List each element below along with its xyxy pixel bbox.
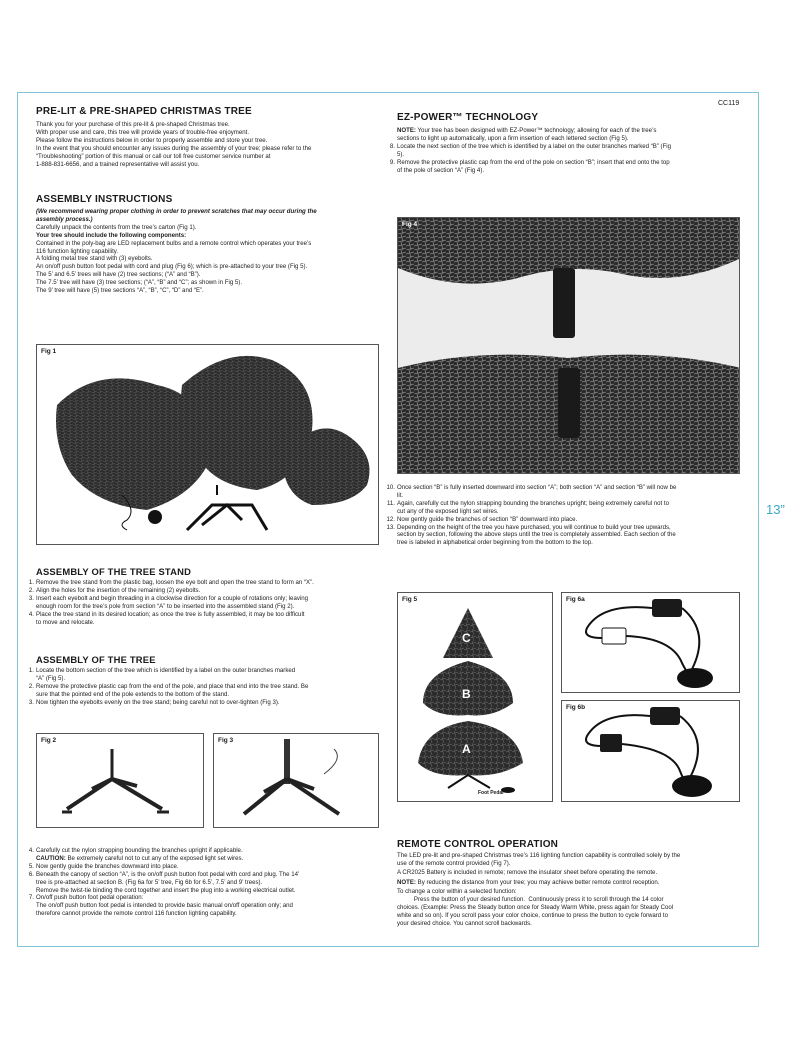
step-line: On/off push button foot pedal operation: — [36, 894, 144, 902]
step-number: 9. — [389, 158, 395, 166]
remote-title: REMOTE CONTROL OPERATION — [397, 839, 559, 850]
ezpower-step — [389, 158, 742, 175]
pole-insertion-photo — [398, 218, 740, 474]
caution-text: Be extremely careful not to cut any of the exposed light set wires. — [65, 854, 244, 862]
step-line: Depending on the height of the tree you have purchased, you will continue to build your tree upwards, — [397, 523, 671, 531]
ezpower-step — [389, 142, 742, 159]
unpack-line: Carefully unpack the contents from the tree’s carton (Fig 1). — [36, 223, 197, 231]
tree-step — [28, 682, 376, 699]
step-line: Once section “B” is fully inserted downward into section “A”; both section “A” and section “B” will now be — [397, 484, 677, 491]
step-number: 3. — [28, 698, 34, 706]
press-line: your desired choice. You cannot scroll backwards. — [397, 919, 532, 927]
component-line: The 9’ tree will have (5) tree sections “A”, “B”, “C”, “D” and “E”. — [36, 287, 204, 295]
assembly-text — [36, 208, 376, 295]
foot-pedal-tall-tree-illustration — [562, 701, 740, 802]
step-line: Locate the next section of the tree which is identified by a label on the outer branches marked “B” (Fig — [397, 142, 672, 150]
step-line: The on/off push button foot pedal is intended to provide basic manual on/off operation only; and — [36, 902, 293, 910]
battery-line: A CR2025 Battery is included in remote; remove the insulator sheet before operating the remote. — [397, 869, 658, 877]
continue-steps — [386, 484, 742, 547]
assembly-note: (We recommend wearing proper clothing in order to prevent scratches that may occur during the — [36, 208, 317, 215]
step-line: Remove the protective plastic cap from the end of the pole on section “B”; insert that end onto the top — [397, 158, 670, 166]
remote-note — [397, 879, 742, 887]
step-line: Remove the twist-tie binding the cord together and insert the plug into a working electrical outlet. — [36, 886, 296, 894]
note-text: Your tree has been designed with EZ-Power™ technology; allowing for each of the tree’s — [415, 127, 657, 134]
intro-line: In the event that you should encounter any issues during the assembly of your tree; please refer to the — [36, 144, 312, 152]
note-line: sections to light up automatically, upon a firm insertion of each lettered section (Fig 5). — [397, 134, 629, 142]
step-line: Place the tree stand in its desired location; as once the tree is fully assembled, it may be too difficult — [36, 610, 305, 618]
note-label: NOTE: — [397, 878, 416, 886]
figure-1 — [36, 344, 379, 545]
change-color-line: To change a color within a selected function: — [397, 888, 517, 896]
step-line: Now gently guide the branches downward into place. — [36, 862, 179, 870]
step-line: of the pole of section “A” (Fig 4). — [397, 166, 485, 174]
step-line: Now tighten the eyebolts evenly on the tree stand; being careful not to over-tighten (Fig 3). — [36, 698, 280, 706]
components-heading: Your tree should include the following components: — [36, 231, 187, 239]
figure-4 — [397, 217, 740, 474]
stand-title: ASSEMBLY OF THE TREE STAND — [36, 566, 192, 577]
step-line: Locate the bottom section of the tree which is identified by a label on the outer branches marked — [36, 667, 296, 674]
tree-step — [28, 667, 376, 683]
final-step — [28, 862, 376, 871]
ezpower-title: EZ-POWER™ TECHNOLOGY — [397, 112, 539, 123]
component-line: An on/off push button foot pedal with cord and plug (Fig 6); which is pre-attached to your tree (Fig 5). — [36, 263, 308, 271]
step-number: 8. — [389, 142, 395, 150]
component-line: Contained in the poly-bag are LED replacement bulbs and a remote control which operates your tree’s — [36, 239, 312, 247]
step-number: 7. — [28, 894, 34, 902]
step-number: 6. — [28, 870, 34, 878]
tree-sections-illustration — [37, 345, 379, 545]
press-line: Press the button of your desired function. Continuously press it to scroll through the 14 color — [397, 896, 664, 904]
note-line — [397, 127, 742, 135]
stand-step — [28, 579, 376, 587]
step-line: to move and relocate. — [36, 618, 95, 626]
figure-3-label: Fig 3 — [218, 737, 234, 744]
step-line: tree is labeled in alphabetical order beginning from the bottom to the top. — [397, 539, 593, 547]
component-line: The 5’ and 6.5’ trees will have (2) tree sections; (“A” and “B”). — [36, 271, 201, 279]
final-step — [28, 847, 376, 855]
step-number: 5. — [28, 862, 34, 870]
figure-4-label: Fig 4 — [402, 221, 418, 228]
component-line: The 7.5’ tree will have (3) tree sections; (“A”, “B” and “C”; as shown in Fig 5). — [36, 279, 243, 287]
final-step — [28, 870, 376, 895]
pole-in-stand-illustration — [214, 734, 379, 828]
step-line: tree is pre-attached at section B. (Fig 6a for 5’ tree, Fig 6b for 6.5’, 7.5’ and 9’ trees). — [36, 878, 263, 886]
final-steps — [28, 847, 376, 918]
figure-6a-label: Fig 6a — [566, 596, 585, 603]
ezpower-section — [389, 112, 742, 174]
step-number: 4. — [28, 610, 34, 618]
component-line: 116 function lighting capability. — [36, 247, 119, 255]
dimension-marker: 13” — [766, 502, 785, 517]
step-line: therefore cannot provide the remote control 116 function lighting capability. — [36, 910, 237, 918]
figure-6b-label: Fig 6b — [566, 704, 586, 711]
stand-section — [28, 566, 376, 626]
figure-1-label: Fig 1 — [41, 348, 57, 355]
tree-steps — [28, 667, 376, 707]
step-number: 11. — [386, 499, 395, 507]
figure-2 — [36, 733, 204, 828]
continue-step — [386, 484, 742, 500]
remote-line: use of the remote control provided (Fig 7). — [397, 859, 511, 867]
step-line: lit. — [397, 491, 404, 499]
step-number: 2. — [28, 586, 34, 594]
intro-line: Thank you for your purchase of this pre-lit & pre-shaped Christmas tree. — [36, 121, 230, 128]
step-number: 2. — [28, 682, 34, 690]
intro-line: With proper use and care, this tree will provide years of trouble-free enjoyment. — [36, 128, 250, 136]
remote-section — [397, 839, 742, 928]
ezpower-steps — [389, 142, 742, 175]
assembly-section — [36, 194, 376, 295]
press-line: white and so on). If you scroll pass your color choice, continue to press the button to cycle forward to — [397, 911, 668, 919]
step-number: 13. — [386, 523, 395, 531]
step-line: Carefully cut the nylon strapping bounding the branches upright if applicable. — [36, 847, 243, 854]
ezpower-note — [397, 127, 742, 143]
step-line: Beneath the canopy of section “A”, is the on/off push button foot pedal with cord and plug. The 14’ — [36, 870, 300, 878]
intro-line: 1-888-831-6656, and a trained representative will assist you. — [36, 160, 200, 168]
step-number: 10. — [386, 484, 395, 491]
continue-step — [386, 523, 742, 548]
intro-title: PRE-LIT & PRE-SHAPED CHRISTMAS TREE — [36, 106, 252, 117]
step-line: sure that the pointed end of the pole extends to the bottom of the stand. — [36, 690, 230, 698]
note-text: By reducing the distance from your tree; you may achieve better remote control reception. — [415, 878, 660, 886]
assembly-title: ASSEMBLY INSTRUCTIONS — [36, 194, 173, 205]
step-line: Again, carefully cut the nylon strapping bounding the branches upright; being extremely careful not to — [397, 499, 670, 507]
sku-code: CC119 — [718, 100, 740, 107]
foot-pedal-label: Foot Pedal — [478, 790, 504, 796]
intro-line: Please follow the instructions below in order to properly assemble and store your tree. — [36, 136, 268, 144]
tree-stand-illustration — [37, 734, 204, 828]
figure-5 — [397, 592, 553, 802]
tree-step — [28, 698, 376, 707]
caution-label: CAUTION: — [36, 854, 66, 862]
step-line: Remove the protective plastic cap from the end of the pole, and place that end into the tree stand. Be — [36, 682, 309, 690]
stand-steps — [28, 579, 376, 626]
assembly-note-cont: assembly process.) — [36, 215, 93, 223]
step-line: 5). — [397, 150, 405, 158]
continue-step — [386, 515, 742, 524]
step-line: Now gently guide the branches of section “B” downward into place. — [397, 515, 578, 523]
final-steps-section — [28, 847, 376, 918]
step-number: 1. — [28, 667, 34, 674]
final-step — [28, 894, 376, 918]
stand-step — [28, 610, 376, 627]
intro-text — [36, 121, 376, 168]
section-label-c: C — [462, 631, 471, 645]
caution-line — [36, 855, 376, 863]
tree-title: ASSEMBLY OF THE TREE — [36, 654, 156, 665]
step-line: Align the holes for the insertion of the remaining (2) eyebolts. — [36, 586, 201, 594]
step-line: “A” (Fig 5). — [36, 674, 66, 682]
step-line: enough room for the tree’s pole from section “A” to be inserted into the assembled stand (Fig 2). — [36, 602, 295, 610]
continue-steps-section — [386, 484, 742, 547]
foot-pedal-5ft-illustration — [562, 593, 740, 693]
figure-6a — [561, 592, 740, 693]
step-line: Remove the tree stand from the plastic bag, loosen the eye bolt and open the tree stand to form an “X”. — [36, 579, 314, 586]
press-line: choices. (Example: Press the Steady button once for Steady Warm White, press again for Steady Cool — [397, 903, 674, 911]
continue-step — [386, 499, 742, 516]
step-number: 4. — [28, 847, 34, 854]
component-line: A folding metal tree stand with (3) eyebolts. — [36, 255, 153, 263]
remote-text — [397, 852, 742, 928]
tree-section — [28, 654, 376, 707]
step-number: 12. — [386, 515, 395, 523]
figure-3 — [213, 733, 379, 828]
step-line: Insert each eyebolt and begin threading in a clockwise direction for a couple of rotations only; leaving — [36, 594, 309, 602]
section-label-a: A — [462, 742, 471, 756]
step-line: section by section, following the above steps until the tree is completely assembled. Each section of the — [397, 531, 676, 539]
section-label-b: B — [462, 687, 471, 701]
intro-section — [36, 106, 376, 168]
tree-sections-diagram — [398, 593, 553, 802]
step-number: 1. — [28, 579, 34, 586]
step-number: 3. — [28, 594, 34, 602]
figure-6b — [561, 700, 740, 802]
remote-line: The LED pre-lit and pre-shaped Christmas tree’s 116 lighting function capability is controlled solely by the — [397, 852, 681, 859]
note-label: NOTE: — [397, 127, 416, 134]
figure-5-label: Fig 5 — [402, 596, 418, 603]
stand-step — [28, 594, 376, 611]
figure-2-label: Fig 2 — [41, 737, 57, 744]
stand-step — [28, 586, 376, 595]
intro-line: “Troubleshooting” portion of this manual or call our toll free customer service number at — [36, 152, 271, 160]
step-line: cut any of the exposed light set wires. — [397, 507, 499, 515]
